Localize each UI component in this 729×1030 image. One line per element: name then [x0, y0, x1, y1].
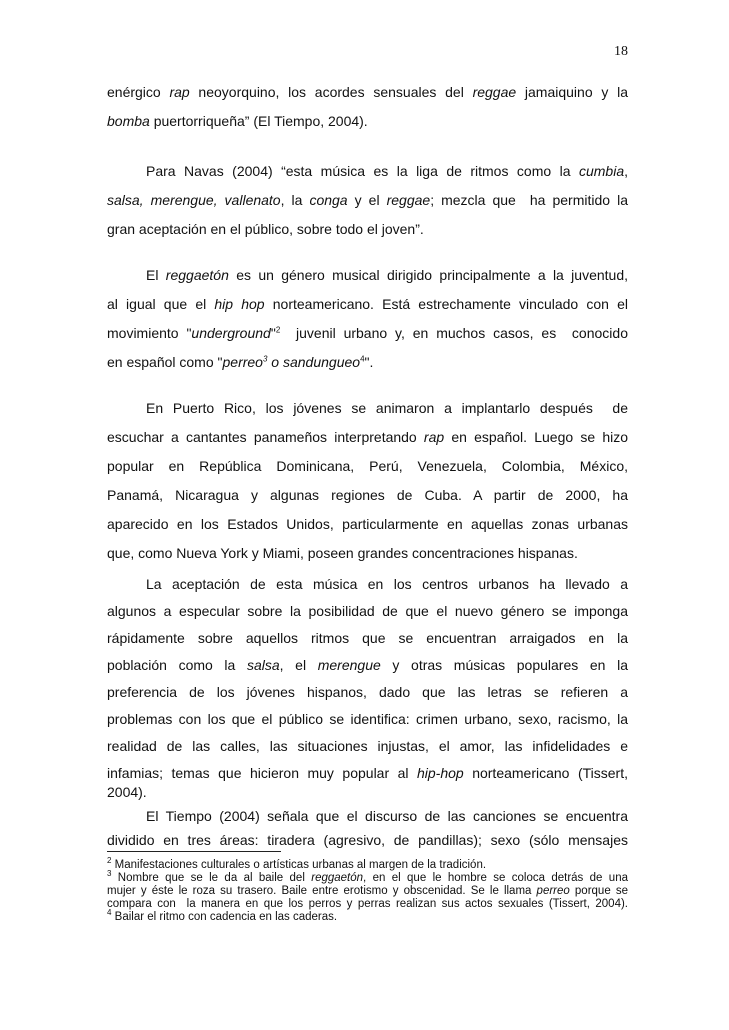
footnote-line: $^3$ Nombre que se le da al baile del reggaetón, en el que le hombre se coloca detrás de una: [107, 869, 628, 884]
body-line: El reggaetón es un género musical dirigido principalmente a la juventud,: [146, 267, 628, 283]
body-line: En Puerto Rico, los jóvenes se animaron a implantarlo después de: [146, 400, 628, 416]
footnote-line: $^4$ Bailar el ritmo con cadencia en las caderas.: [107, 908, 338, 923]
body-line: población como la salsa, el merengue y otras músicas populares en la: [107, 657, 628, 673]
body-line: gran aceptación en el público, sobre todo el joven”.: [107, 221, 424, 237]
body-line: escuchar a cantantes panameños interpretando rap en español. Luego se hizo: [107, 429, 628, 445]
body-line: bomba puertorriqueña” (El Tiempo, 2004).: [107, 113, 368, 129]
body-line: al igual que el hip hop norteamericano. Está estrechamente vinculado con el: [107, 296, 628, 312]
body-line: Para Navas (2004) “esta música es la liga de ritmos como la cumbia,: [146, 163, 628, 179]
body-line: rápidamente sobre aquellos ritmos que se encuentran arraigados en la: [107, 630, 628, 646]
body-line: movimiento "underground"$^2$ juvenil urbano y, en muchos casos, es conocido: [107, 325, 628, 341]
body-line: El Tiempo (2004) señala que el discurso de las canciones se encuentra: [146, 808, 628, 824]
body-line: 2004).: [107, 784, 147, 800]
footnote-line: mujer y éste le roza su trasero. Baile entre erotismo y obscenidad. Se le llama perreo porque se: [107, 885, 628, 897]
body-line: preferencia de los jóvenes hispanos, dado que las letras se refieren a: [107, 684, 628, 700]
body-line: Panamá, Nicaragua y algunas regiones de Cuba. A partir de 2000, ha: [107, 487, 628, 503]
body-line: salsa, merengue, vallenato, la conga y el reggae; mezcla que ha permitido la: [107, 192, 628, 208]
body-line: dividido en tres áreas: tiradera (agresivo, de pandillas); sexo (sólo mensajes: [107, 832, 628, 848]
body-line: algunos a especular sobre la posibilidad de que el nuevo género se imponga: [107, 603, 628, 619]
body-line: popular en República Dominicana, Perú, Venezuela, Colombia, México,: [107, 458, 628, 474]
footnote-separator: [107, 851, 281, 852]
footnote-line: compara con la manera en que los perros y perras realizan sus actos sexuales (Tissert, 2004).: [107, 898, 628, 910]
page-number: 18: [614, 44, 628, 59]
body-line: realidad de las calles, las situaciones injustas, el amor, las infidelidades e: [107, 738, 628, 754]
body-line: La aceptación de esta música en los centros urbanos ha llevado a: [146, 576, 628, 592]
body-line: enérgico rap neoyorquino, los acordes sensuales del reggae jamaiquino y la: [107, 84, 629, 100]
body-line: que, como Nueva York y Miami, poseen grandes concentraciones hispanas.: [107, 545, 578, 561]
footnote-line: $^2$ Manifestaciones culturales o artísticas urbanas al margen de la tradición.: [107, 856, 487, 871]
body-line: problemas con los que el público se identifica: crimen urbano, sexo, racismo, la: [107, 711, 628, 727]
body-line: aparecido en los Estados Unidos, particularmente en aquellas zonas urbanas: [107, 516, 628, 532]
body-line: en español como "perreo$^3$ o sandungueo$^4$".: [107, 354, 374, 370]
body-line: infamias; temas que hicieron muy popular al hip-hop norteamericano (Tissert,: [107, 765, 628, 781]
